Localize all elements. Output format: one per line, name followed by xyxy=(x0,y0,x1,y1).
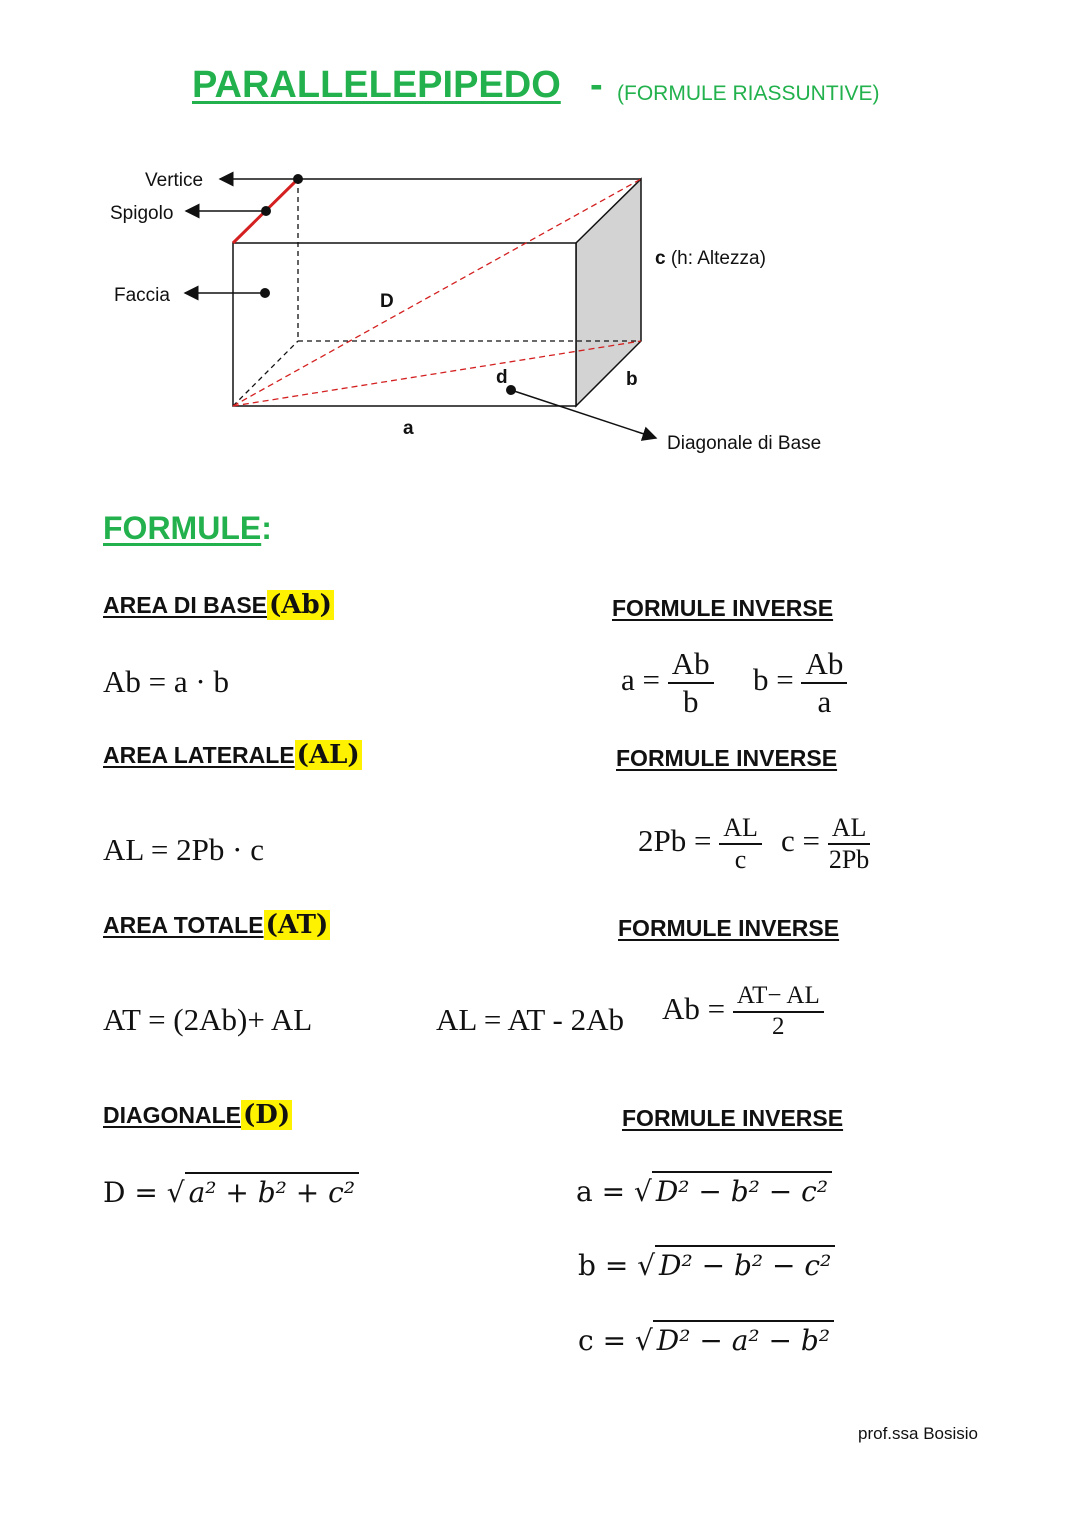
area-laterale-inverse-2pb: 2Pb = $\frac{AL}{c}$ xyxy=(638,813,762,875)
label-faccia: Faccia xyxy=(114,285,170,306)
label-spigolo: Spigolo xyxy=(110,203,174,224)
label-d: d xyxy=(496,367,508,388)
label-b: b xyxy=(626,369,638,390)
area-totale-formula: AT = (2Ab)+ AL xyxy=(103,1002,313,1037)
diagonale-heading: DIAGONALE(D) xyxy=(103,1100,291,1130)
area-totale-heading: AREA TOTALE(AT) xyxy=(103,910,329,940)
area-laterale-inverse-c: c = $\frac{AL}{2Pb}$ xyxy=(781,813,870,874)
area-base-inverse-heading: FORMULE INVERSE xyxy=(612,595,834,621)
front-face xyxy=(233,243,576,406)
area-totale-inverse-ab: Ab = $\frac{AT- AL}{2}$ xyxy=(662,982,824,1042)
area-totale-inverse-heading: FORMULE INVERSE xyxy=(618,915,840,941)
area-laterale-heading: AREA LATERALE(AL) xyxy=(103,740,360,770)
diagonale-inverse-heading: FORMULE INVERSE xyxy=(622,1105,844,1131)
area-base-inverse-a: a = $\frac{Ab}{b}$ xyxy=(621,646,714,719)
label-vertice: Vertice xyxy=(145,170,204,191)
label-a: a xyxy=(403,418,414,439)
formule-heading: FORMULE: xyxy=(103,510,272,546)
area-base-inverse-b: b = $\frac{Ab}{a}$ xyxy=(753,646,847,719)
page-title: PARALLELEPIPEDO xyxy=(192,64,561,106)
area-laterale-formula: AL = 2Pb · c xyxy=(103,832,264,867)
area-totale-inverse-al: AL = AT - 2Ab xyxy=(436,1002,624,1037)
area-base-formula: Ab = a · b xyxy=(103,664,229,699)
label-altezza: c (h: Altezza) xyxy=(655,248,766,269)
diagonale-inverse-b: b = √ D² − b² − c² xyxy=(578,1249,835,1282)
area-base-heading: AREA DI BASE(Ab) xyxy=(103,590,332,620)
title-dash: - xyxy=(590,64,603,106)
diagonale-formula: D = √ a² + b² + c² xyxy=(103,1176,359,1209)
label-diagonale-base: Diagonale di Base xyxy=(667,433,822,454)
signature: prof.ssa Bosisio xyxy=(858,1424,978,1443)
diagonale-inverse-c: c = √ D² − a² − b² xyxy=(578,1324,834,1357)
area-laterale-inverse-heading: FORMULE INVERSE xyxy=(616,745,838,771)
parallelepiped-diagram xyxy=(0,150,1080,470)
label-D: D xyxy=(380,291,394,312)
page-subtitle: (FORMULE RIASSUNTIVE) xyxy=(617,82,880,105)
diagonale-inverse-a: a = √ D² − b² − c² xyxy=(576,1175,832,1208)
